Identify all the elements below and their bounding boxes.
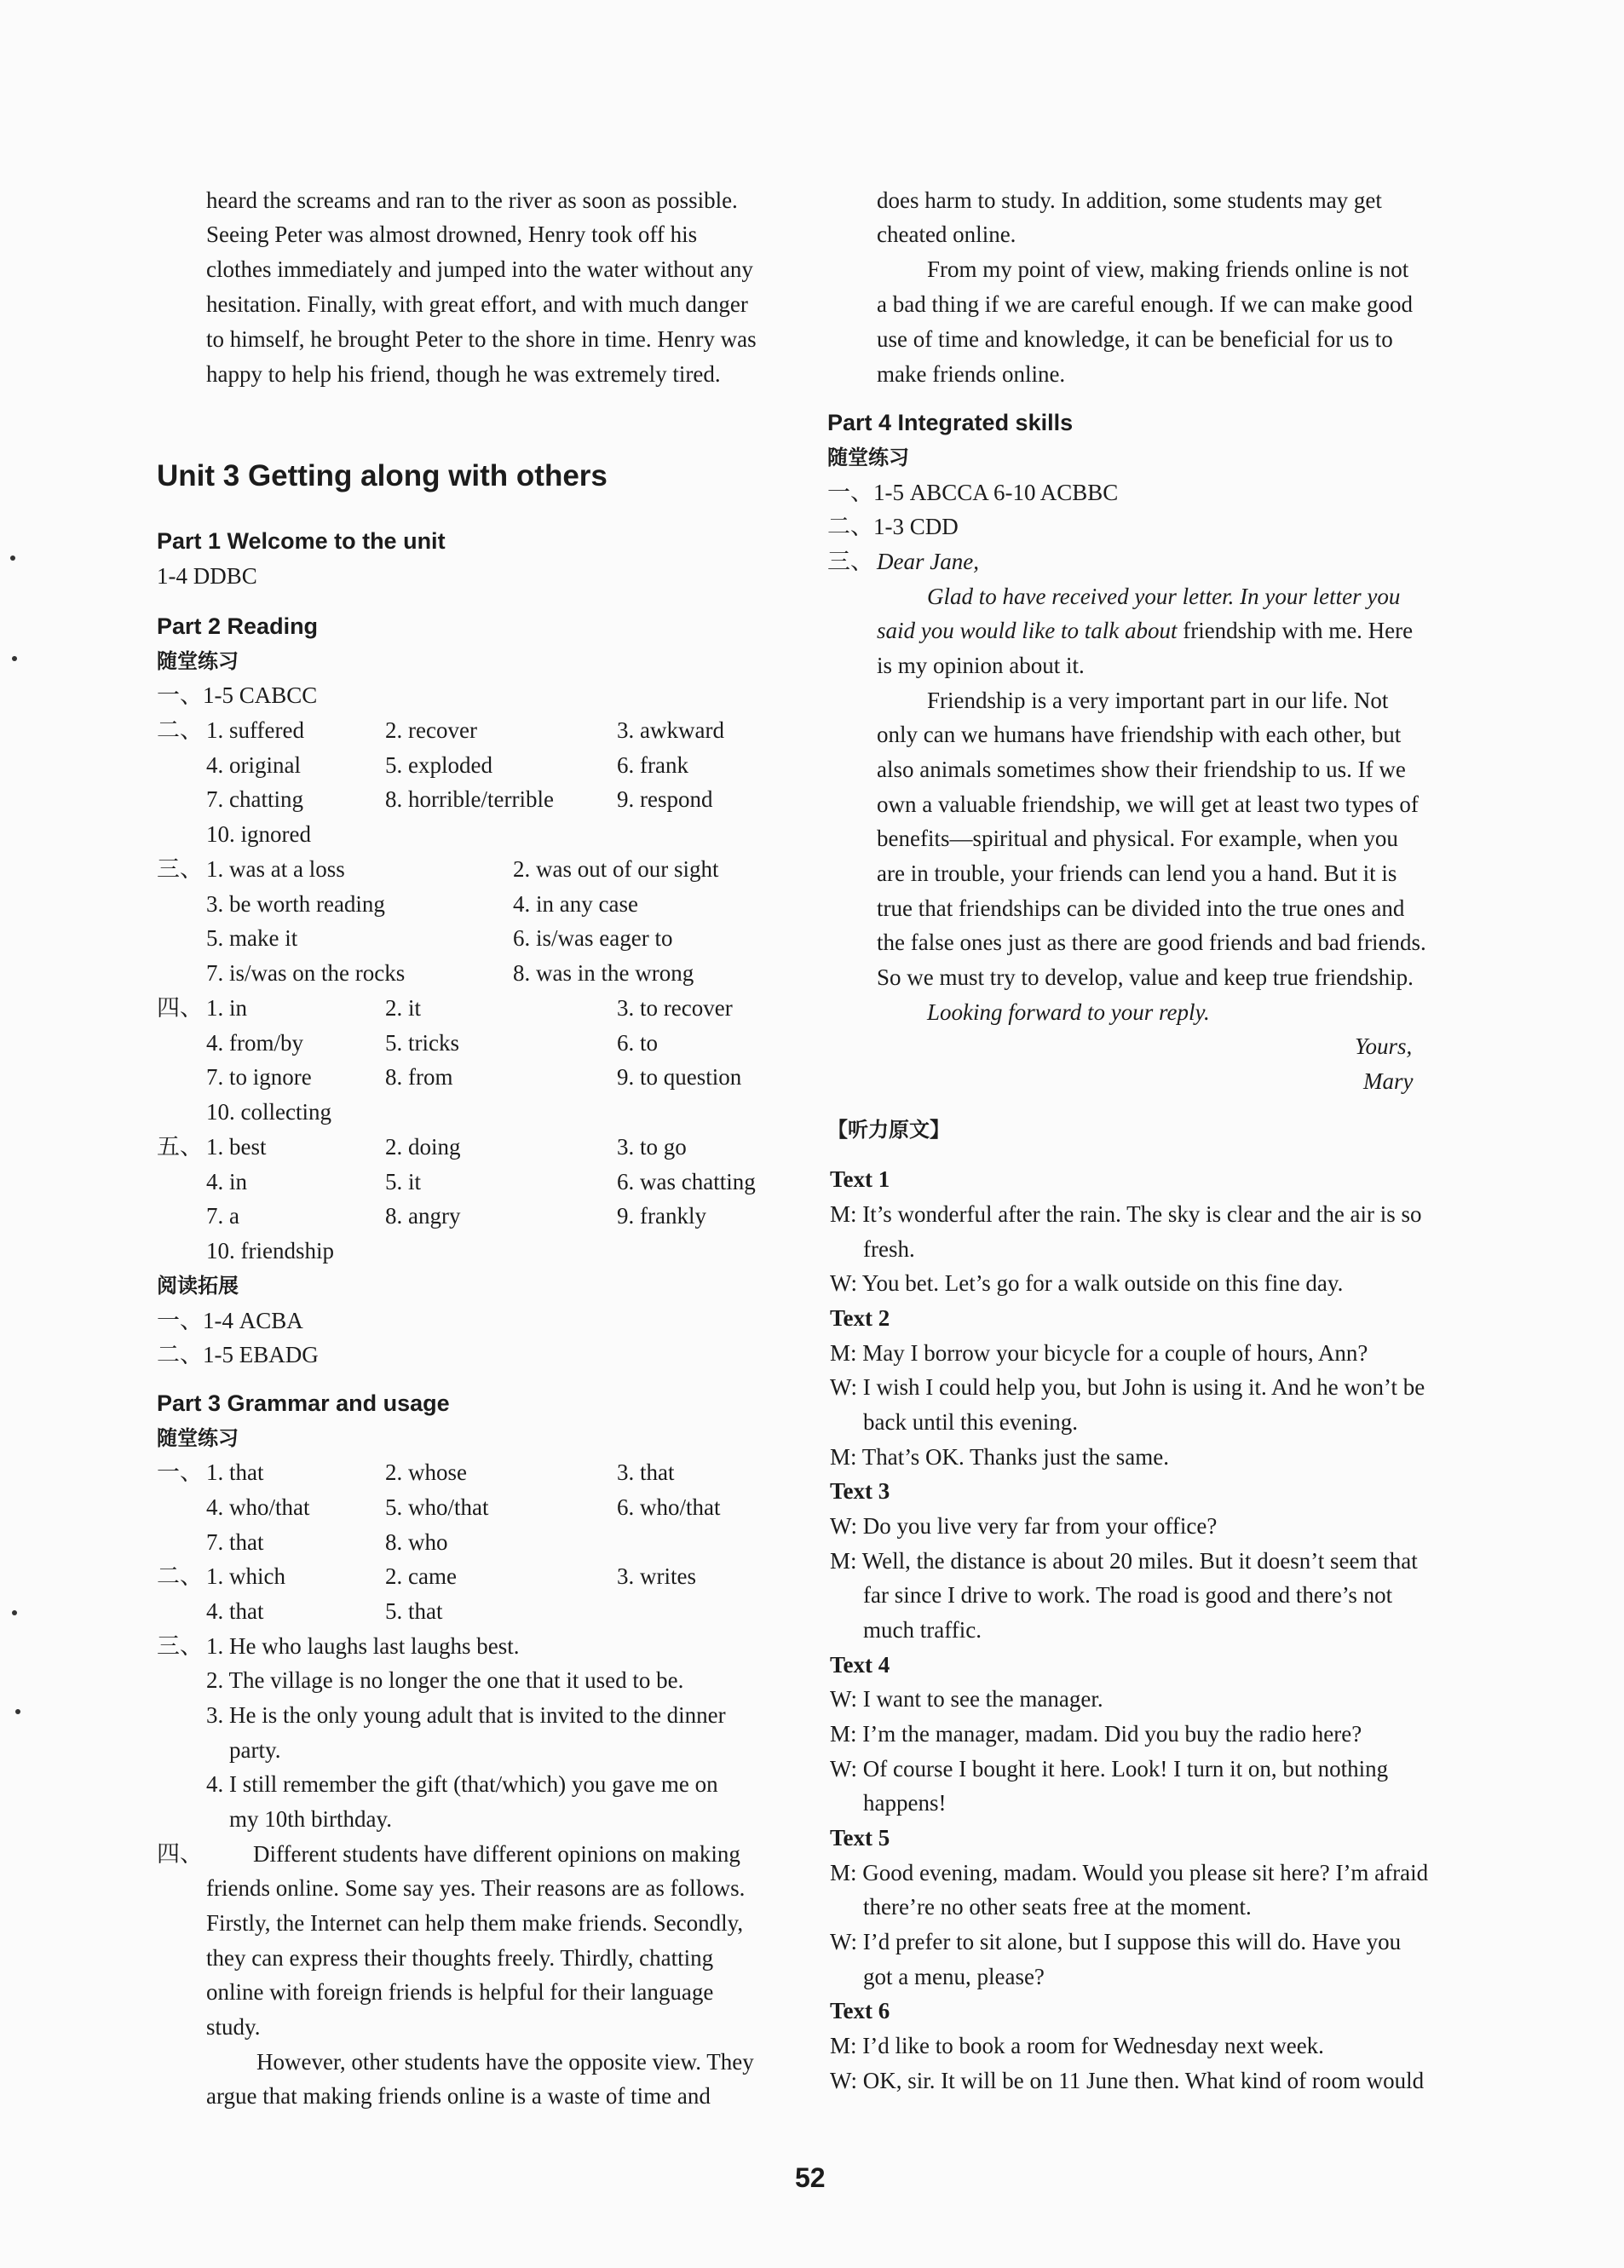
part1-title: Part 1 Welcome to the unit xyxy=(157,528,446,554)
section-marker: 三、 xyxy=(827,549,873,574)
sentence-line: my 10th birthday. xyxy=(229,1806,392,1832)
answer-item: 5. tricks xyxy=(385,1030,459,1056)
answer-item: 3. writes xyxy=(617,1563,696,1589)
body-line: happy to help his friend, though he was extremely tired. xyxy=(206,361,721,387)
answer-item: 6. is/was eager to xyxy=(513,925,673,951)
scan-speck xyxy=(12,1610,17,1615)
answer-item: 10. friendship xyxy=(206,1238,334,1264)
dialogue-line: happens! xyxy=(863,1790,947,1816)
answer-item: 9. respond xyxy=(617,786,713,812)
body-line: use of time and knowledge, it can be beneficial for us to xyxy=(877,326,1393,352)
answer-item: 8. was in the wrong xyxy=(513,960,694,986)
section-marker: 三、 xyxy=(157,1633,203,1659)
answer-item: 5. who/that xyxy=(385,1494,489,1520)
dialogue-line: W: I want to see the manager. xyxy=(830,1686,1103,1712)
answer-line: 二、1-3 CDD xyxy=(827,514,959,539)
dialogue-line: M: That’s OK. Thanks just the same. xyxy=(830,1444,1169,1470)
answer-item: 8. horrible/terrible xyxy=(385,786,554,812)
text-title: Text 5 xyxy=(830,1825,890,1851)
answer-item: 1. which xyxy=(206,1563,285,1589)
answer-item: 7. to ignore xyxy=(206,1064,312,1090)
section-marker: 二、 xyxy=(157,717,203,743)
sentence-line: 3. He is the only young adult that is invited to the dinner xyxy=(206,1702,726,1728)
body-line: clothes immediately and jumped into the water without any xyxy=(206,256,753,282)
text-title: Text 2 xyxy=(830,1305,890,1331)
answer-item: 2. came xyxy=(385,1563,457,1589)
answer-item: 7. is/was on the rocks xyxy=(206,960,406,986)
letter-line: also animals sometimes show their friendship to us. If we xyxy=(877,757,1406,782)
part1-answer: 1-4 DDBC xyxy=(157,563,257,589)
letter-plain-span: friendship with me. Here xyxy=(1177,618,1414,643)
essay-line: friends online. Some say yes. Their reasons are as follows. xyxy=(206,1875,746,1901)
dialogue-line: far since I drive to work. The road is good and there’s not xyxy=(863,1582,1393,1608)
body-line: cheated online. xyxy=(877,222,1016,247)
answer-item: 8. who xyxy=(385,1529,448,1555)
body-line: Seeing Peter was almost drowned, Henry took off his xyxy=(206,222,698,247)
section-marker: 二、 xyxy=(157,1563,203,1589)
answer-item: 4. that xyxy=(206,1598,264,1624)
answer-item: 10. ignored xyxy=(206,821,311,847)
answer-item: 3. that xyxy=(617,1459,675,1485)
answer-line: 一、1-5 ABCCA 6-10 ACBBC xyxy=(827,480,1119,505)
dialogue-line: M: I’m the manager, madam. Did you buy the radio here? xyxy=(830,1721,1362,1747)
essay-line: Different students have different opinions on making xyxy=(253,1841,740,1867)
essay-line: online with foreign friends is helpful for their language xyxy=(206,1979,714,2005)
dialogue-line: M: It’s wonderful after the rain. The sky is clear and the air is so xyxy=(830,1201,1422,1227)
answer-item: 1. suffered xyxy=(206,717,304,743)
sentence-line: 4. I still remember the gift (that/which) you gave me on xyxy=(206,1771,718,1797)
section-marker: 五、 xyxy=(157,1134,203,1160)
body-line: heard the screams and ran to the river as soon as possible. xyxy=(206,187,738,213)
answer-item: 1. that xyxy=(206,1459,264,1485)
dialogue-line: back until this evening. xyxy=(863,1409,1078,1435)
dialogue-line: M: I’d like to book a room for Wednesday next week. xyxy=(830,2033,1324,2058)
dialogue-line: W: Do you live very far from your office? xyxy=(830,1513,1218,1539)
dialogue-line: M: Well, the distance is about 20 miles. But it doesn’t seem that xyxy=(830,1548,1418,1574)
dialogue-line: much traffic. xyxy=(863,1617,982,1643)
letter-line: true that friendships can be divided into the true ones and xyxy=(877,895,1405,921)
dialogue-line: W: You bet. Let’s go for a walk outside on this fine day. xyxy=(830,1270,1344,1296)
dialogue-line: W: OK, sir. It will be on 11 June then. What kind of room would xyxy=(830,2068,1425,2093)
answer-item: 6. was chatting xyxy=(617,1169,756,1194)
answer-item: 6. to xyxy=(617,1030,659,1056)
answer-line: 一、1-5 CABCC xyxy=(157,682,318,708)
section-marker: 一、 xyxy=(157,1459,203,1485)
body-line: make friends online. xyxy=(877,361,1066,387)
dialogue-line: fresh. xyxy=(863,1236,915,1262)
answer-item: 9. frankly xyxy=(617,1203,706,1229)
essay-line: Firstly, the Internet can help them make friends. Secondly, xyxy=(206,1910,744,1936)
extension-heading: 阅读拓展 xyxy=(157,1274,239,1298)
letter-line: Glad to have received your letter. In your letter you xyxy=(927,584,1401,609)
answer-item: 4. in any case xyxy=(513,891,638,917)
scan-speck xyxy=(15,1709,20,1714)
answer-line: 二、1-5 EBADG xyxy=(157,1342,319,1367)
answer-item: 2. it xyxy=(385,995,422,1021)
letter-line: the false ones just as there are good friends and bad friends. xyxy=(877,930,1426,955)
part3-title: Part 3 Grammar and usage xyxy=(157,1390,450,1416)
essay-line: However, other students have the opposite view. They xyxy=(256,2049,754,2075)
answer-item: 7. chatting xyxy=(206,786,303,812)
answer-item: 8. angry xyxy=(385,1203,461,1229)
body-line: does harm to study. In addition, some students may get xyxy=(877,187,1382,213)
essay-line: argue that making friends online is a waste of time and xyxy=(206,2083,711,2109)
listening-heading: 【听力原文】 xyxy=(827,1118,950,1142)
answer-item: 3. be worth reading xyxy=(206,891,385,917)
sentence-line: 2. The village is no longer the one that it used to be. xyxy=(206,1667,684,1693)
letter-line xyxy=(877,613,1413,648)
letter-line: is my opinion about it. xyxy=(877,653,1085,678)
answer-item: 5. exploded xyxy=(385,752,492,778)
answer-item: 7. that xyxy=(206,1529,264,1555)
answer-item: 4. who/that xyxy=(206,1494,310,1520)
section-marker: 四、 xyxy=(157,995,203,1021)
answer-item: 3. to recover xyxy=(617,995,733,1021)
text-title: Text 4 xyxy=(830,1652,890,1678)
answer-item: 2. was out of our sight xyxy=(513,856,719,882)
dialogue-line: W: Of course I bought it here. Look! I turn it on, but nothing xyxy=(830,1756,1389,1782)
answer-item: 6. who/that xyxy=(617,1494,721,1520)
answer-item: 3. awkward xyxy=(617,717,724,743)
letter-line: So we must try to develop, value and keep true friendship. xyxy=(877,964,1414,990)
answer-item: 4. original xyxy=(206,752,301,778)
text-title: Text 1 xyxy=(830,1166,890,1192)
scan-speck xyxy=(12,656,17,661)
dialogue-line: M: May I borrow your bicycle for a couple of hours, Ann? xyxy=(830,1340,1368,1366)
body-line: hesitation. Finally, with great effort, and with much danger xyxy=(206,291,748,317)
body-line: a bad thing if we are careful enough. If we can make good xyxy=(877,291,1413,317)
scan-speck xyxy=(10,555,15,561)
answer-item: 9. to question xyxy=(617,1064,742,1090)
section-marker: 四、 xyxy=(157,1841,203,1867)
dialogue-line: W: I wish I could help you, but John is using it. And he won’t be xyxy=(830,1374,1425,1400)
sentence-line: party. xyxy=(229,1737,281,1763)
answer-item: 2. whose xyxy=(385,1459,467,1485)
letter-line: benefits—spiritual and physical. For example, when you xyxy=(877,826,1398,851)
answer-item: 1. best xyxy=(206,1134,267,1160)
letter-greeting: Dear Jane, xyxy=(877,549,979,574)
dialogue-line: there’re no other seats free at the moment. xyxy=(863,1894,1252,1920)
answer-item: 1. in xyxy=(206,995,248,1021)
essay-line: they can express their thoughts freely. Thirdly, chatting xyxy=(206,1945,714,1971)
letter-line: Friendship is a very important part in our life. Not xyxy=(927,688,1389,713)
letter-line: only can we humans have friendship with each other, but xyxy=(877,722,1402,747)
essay-line: study. xyxy=(206,2014,261,2040)
letter-signature: Mary xyxy=(1363,1068,1414,1094)
answer-item: 4. from/by xyxy=(206,1030,303,1056)
answer-item: 10. collecting xyxy=(206,1099,331,1125)
answer-item: 2. recover xyxy=(385,717,477,743)
letter-line: own a valuable friendship, we will get at least two types of xyxy=(877,791,1419,817)
letter-yours: Yours, xyxy=(1355,1033,1413,1059)
text-title: Text 6 xyxy=(830,1998,890,2023)
answer-item: 6. frank xyxy=(617,752,688,778)
dialogue-line: M: Good evening, madam. Would you please sit here? I’m afraid xyxy=(830,1860,1429,1885)
practice-heading: 随堂练习 xyxy=(157,649,239,673)
dialogue-line: got a menu, please? xyxy=(863,1964,1045,1989)
answer-line: 一、1-4 ACBA xyxy=(157,1308,303,1333)
letter-line: are in trouble, your friends can lend you a hand. But it is xyxy=(877,861,1397,886)
part2-title: Part 2 Reading xyxy=(157,613,319,639)
answer-item: 5. it xyxy=(385,1169,422,1194)
sentence-line: 1. He who laughs last laughs best. xyxy=(206,1633,520,1659)
page-number: 52 xyxy=(795,2162,826,2193)
letter-italic-span: said you would like to talk about xyxy=(877,618,1178,643)
answer-item: 1. was at a loss xyxy=(206,856,345,882)
section-marker: 三、 xyxy=(157,856,203,882)
text-title: Text 3 xyxy=(830,1478,890,1504)
unit-title: Unit 3 Getting along with others xyxy=(157,459,608,492)
answer-item: 8. from xyxy=(385,1064,453,1090)
answer-item: 7. a xyxy=(206,1203,239,1229)
letter-closing: Looking forward to your reply. xyxy=(927,999,1210,1025)
answer-item: 5. make it xyxy=(206,925,298,951)
dialogue-line: W: I’d prefer to sit alone, but I suppose this will do. Have you xyxy=(830,1929,1402,1954)
body-line: to himself, he brought Peter to the shore in time. Henry was xyxy=(206,326,757,352)
answer-item: 4. in xyxy=(206,1169,248,1194)
body-line: From my point of view, making friends online is not xyxy=(927,256,1409,282)
answer-item: 2. doing xyxy=(385,1134,461,1160)
part4-title: Part 4 Integrated skills xyxy=(827,410,1074,435)
answer-item: 3. to go xyxy=(617,1134,687,1160)
answer-item: 5. that xyxy=(385,1598,443,1624)
practice-heading: 随堂练习 xyxy=(157,1426,239,1450)
practice-heading: 随堂练习 xyxy=(827,446,909,469)
